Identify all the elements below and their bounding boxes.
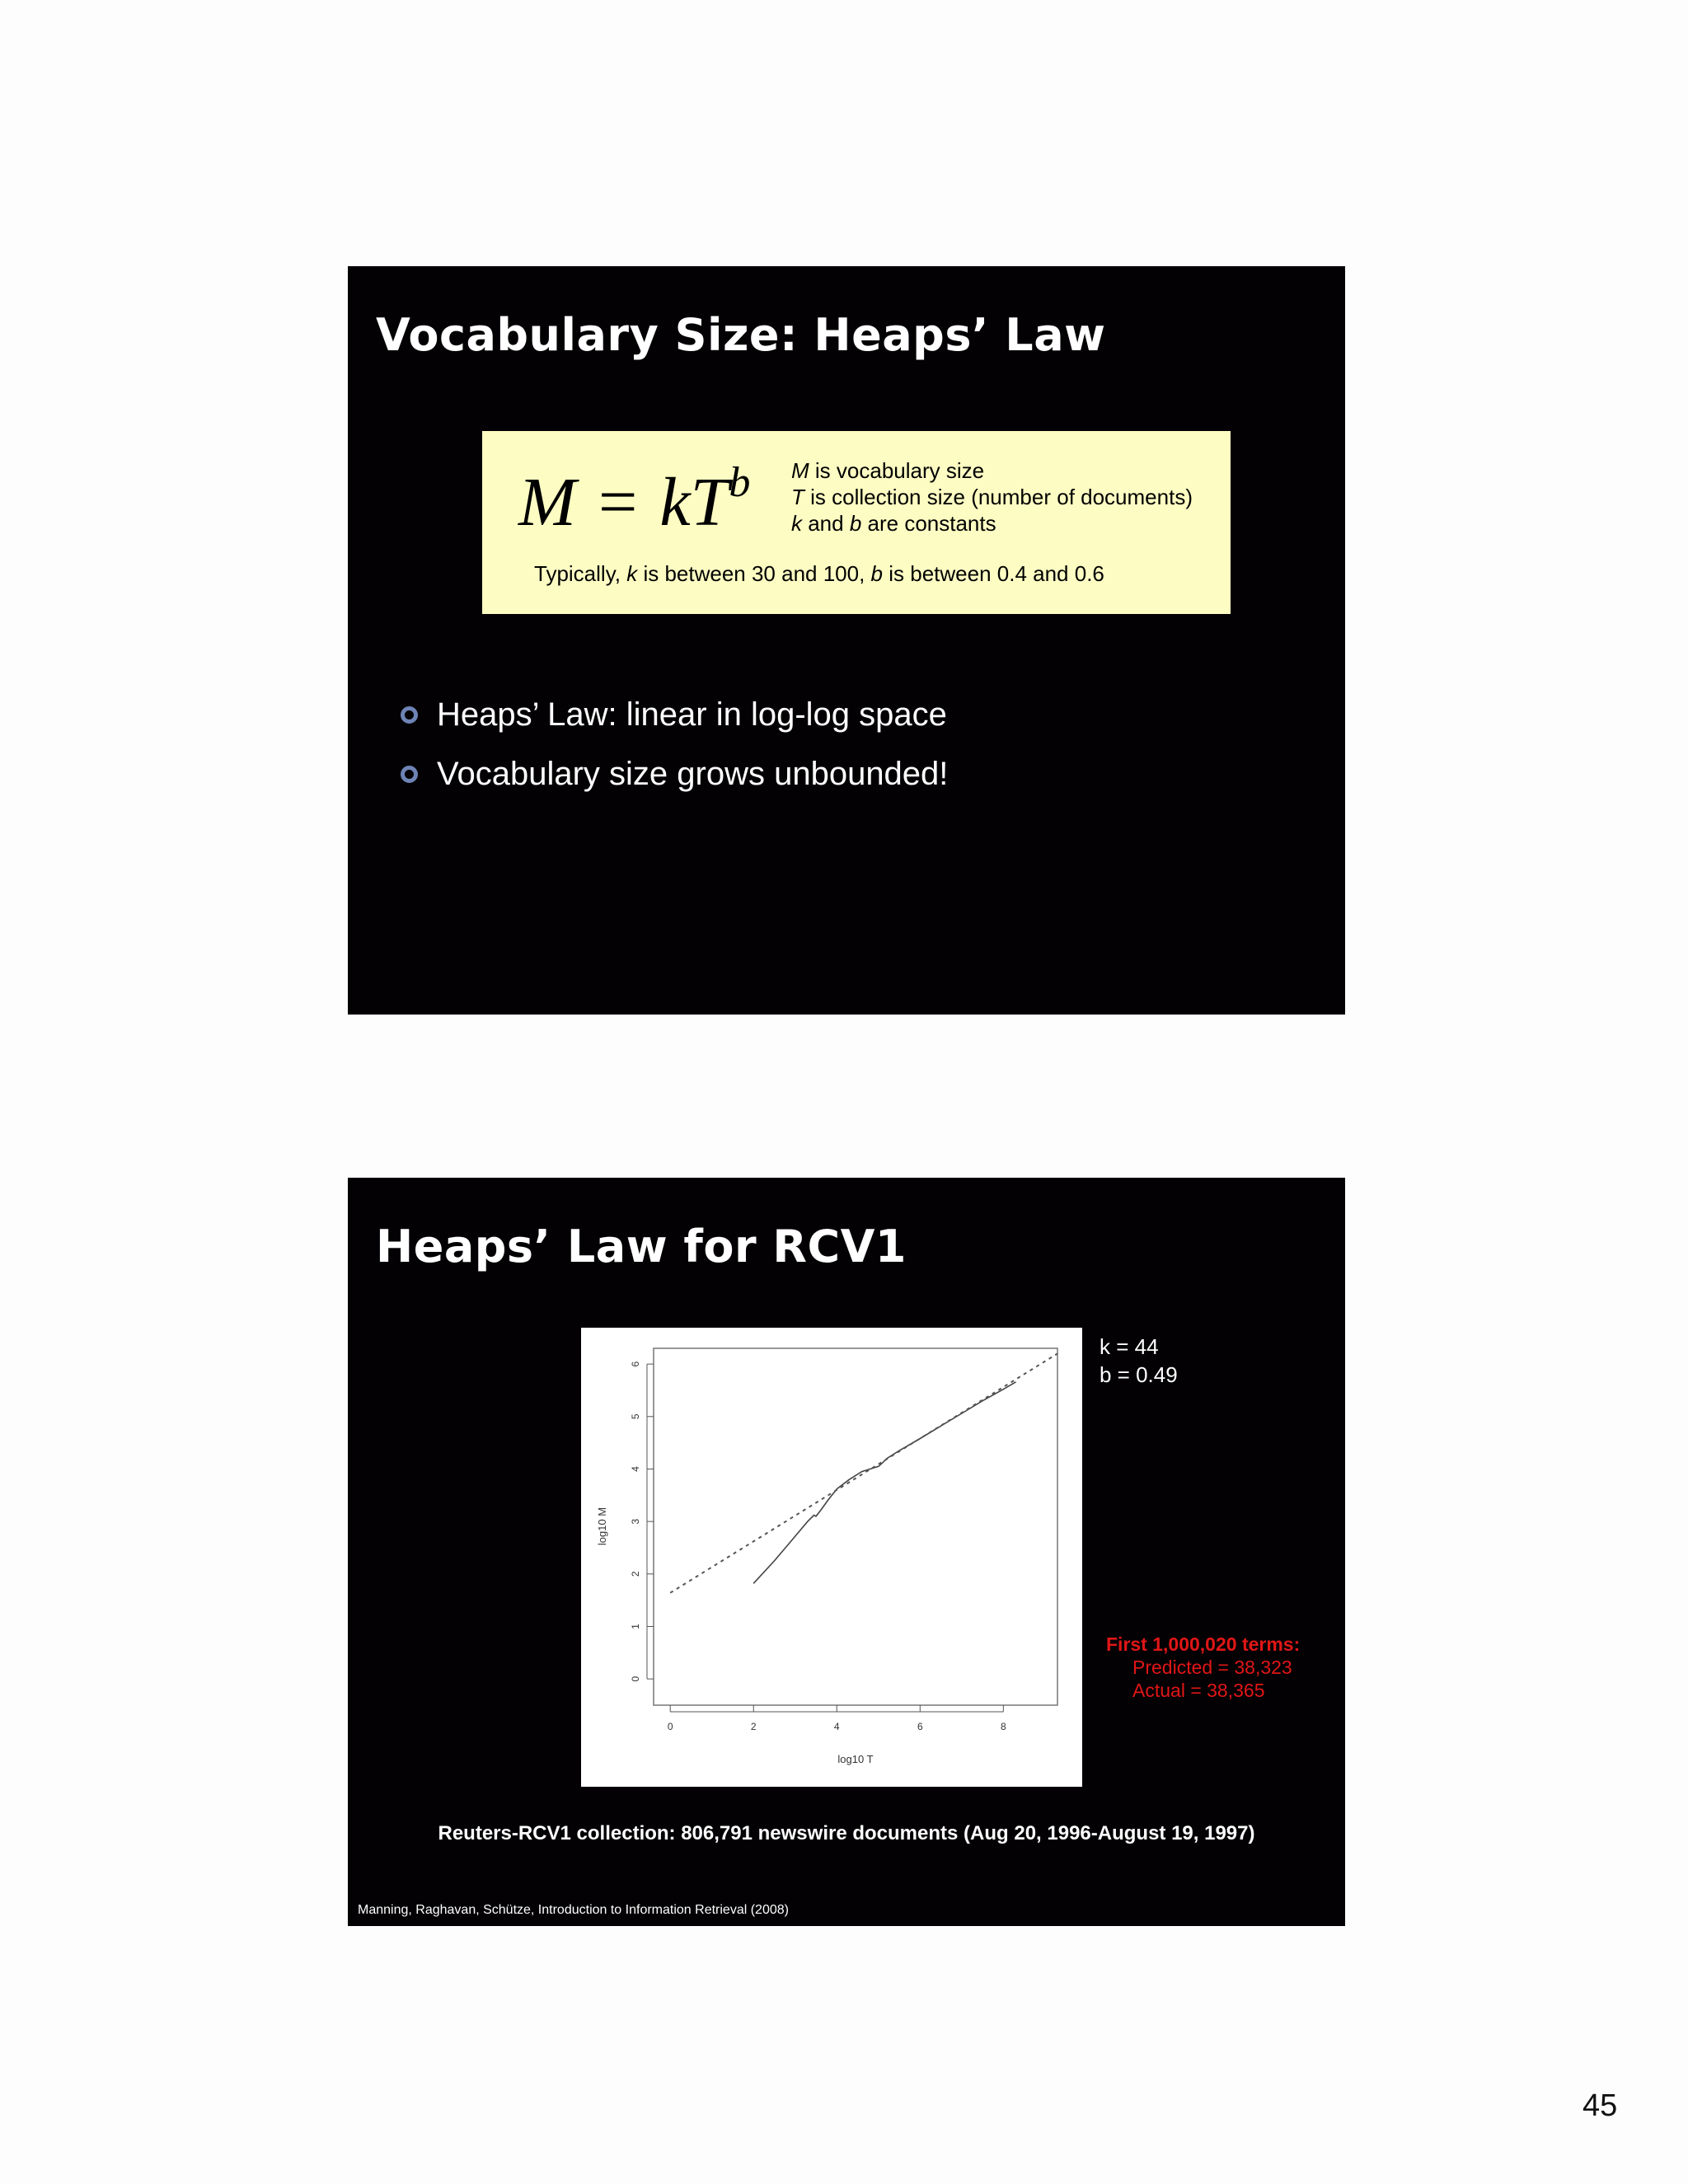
x-axis-label: log10 T	[837, 1753, 874, 1765]
y-tick-label: 6	[630, 1361, 641, 1367]
definition-t: T is collection size (number of documents)	[791, 485, 1193, 509]
y-tick-label: 4	[630, 1466, 641, 1472]
ring-bullet-icon	[401, 766, 418, 783]
plot-box	[654, 1348, 1057, 1705]
formula-exponent: b	[729, 459, 751, 506]
x-tick-label: 4	[833, 1721, 840, 1732]
definition-m: M is vocabulary size	[791, 458, 985, 483]
heaps-law-formula	[518, 459, 751, 542]
formula-box	[482, 431, 1231, 614]
prediction-heading: First 1,000,020 terms:	[1106, 1633, 1301, 1655]
x-tick-label: 6	[917, 1721, 923, 1732]
x-tick-label: 0	[667, 1721, 673, 1732]
heaps-law-plot	[581, 1328, 1082, 1787]
bullet-item: Vocabulary size grows unbounded!	[401, 744, 948, 804]
y-tick-label: 0	[630, 1675, 641, 1682]
formula-rhs: kT	[659, 464, 729, 541]
x-tick-label: 8	[1000, 1721, 1006, 1732]
actual-value: Actual = 38,365	[1132, 1680, 1265, 1701]
collection-caption: Reuters-RCV1 collection: 806,791 newswire documents (Aug 20, 1996-August 19, 1997)	[438, 1822, 1255, 1844]
typical-values: Typically, k is between 30 and 100, b is between 0.4 and 0.6	[534, 561, 1104, 586]
y-tick-label: 3	[630, 1518, 641, 1525]
formula-definitions	[791, 457, 1193, 537]
predicted-value: Predicted = 38,323	[1132, 1657, 1292, 1678]
y-tick-label: 5	[630, 1413, 641, 1420]
slide-heaps-law-rcv1	[348, 1178, 1345, 1926]
fit-line	[670, 1353, 1057, 1592]
ring-bullet-icon	[401, 706, 418, 724]
slide-title: Vocabulary Size: Heaps’ Law	[376, 309, 1106, 361]
page-number: 45	[1582, 2088, 1618, 2123]
slide-title: Heaps’ Law for RCV1	[376, 1221, 907, 1272]
y-axis-label: log10 M	[596, 1507, 608, 1546]
param-k: k = 44	[1100, 1334, 1159, 1359]
plot-svg	[581, 1328, 1082, 1787]
x-tick-label: 2	[750, 1721, 757, 1732]
y-tick-label: 1	[630, 1624, 641, 1629]
slide-vocabulary-size	[348, 266, 1345, 1015]
y-tick-label: 2	[630, 1571, 641, 1577]
definition-constants: k and b are constants	[791, 511, 996, 536]
bullet-list	[401, 685, 948, 804]
formula-equals: =	[598, 464, 638, 541]
source-credit: Manning, Raghavan, Schütze, Introduction to Information Retrieval (2008)	[358, 1903, 789, 1917]
param-b: b = 0.49	[1100, 1362, 1178, 1387]
formula-lhs: M	[518, 464, 576, 541]
bullet-item: Heaps’ Law: linear in log-log space	[401, 685, 948, 744]
fitted-parameters	[1100, 1333, 1178, 1389]
prediction-note	[1106, 1633, 1300, 1702]
data-line	[753, 1382, 1015, 1584]
